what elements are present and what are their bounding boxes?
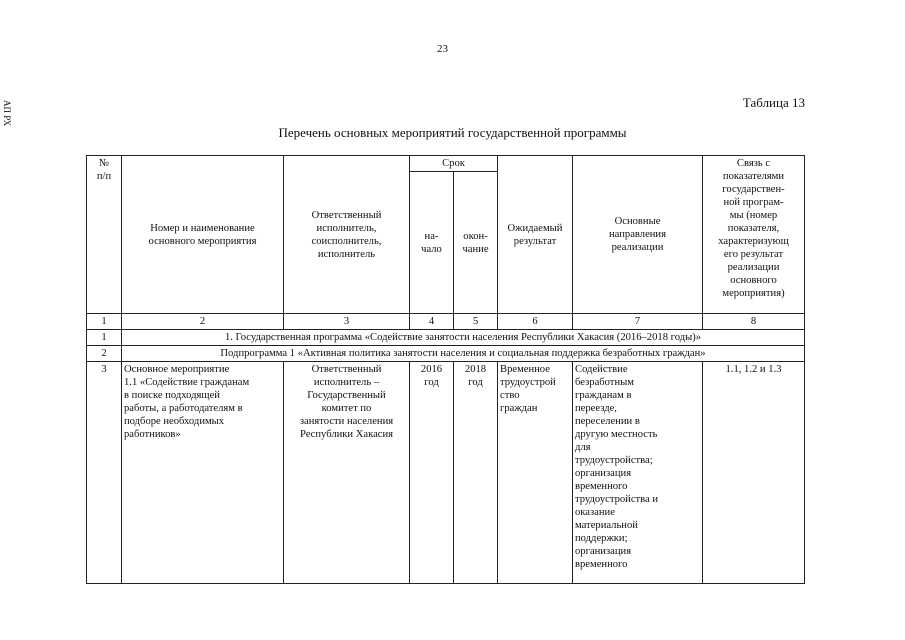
header-directions: Основные направления реализации bbox=[573, 156, 703, 314]
measure-directions: Содействие безработным гражданам в переезде, переселении в другую местность для трудоустройства; организация временного трудоустройства и оказание материальной поддержки; организация временного bbox=[573, 362, 703, 584]
column-number: 8 bbox=[703, 314, 805, 330]
header-executor: Ответственный исполнитель, соисполнитель, исполнитель bbox=[284, 156, 410, 314]
measure-end: 2018 год bbox=[454, 362, 498, 584]
document-title: Перечень основных мероприятий государственной программы bbox=[278, 125, 627, 140]
column-number: 2 bbox=[122, 314, 284, 330]
side-mark: АП РХ bbox=[2, 100, 12, 127]
row-number: 2 bbox=[87, 346, 122, 362]
measure-start: 2016 год bbox=[410, 362, 454, 584]
column-number: 6 bbox=[498, 314, 573, 330]
header-term: Срок bbox=[410, 156, 498, 172]
subprogram-title: Подпрограмма 1 «Активная политика занятости населения и социальная поддержка безработных граждан» bbox=[122, 346, 805, 362]
header-number: № п/п bbox=[87, 156, 122, 314]
column-number: 1 bbox=[87, 314, 122, 330]
program-title: 1. Государственная программа «Содействие занятости населения Республики Хакасия (2016–2018 годы)» bbox=[122, 330, 805, 346]
column-number-row bbox=[87, 314, 805, 330]
column-number: 5 bbox=[454, 314, 498, 330]
row-number: 1 bbox=[87, 330, 122, 346]
program-row bbox=[87, 330, 805, 346]
header-measure-name: Номер и наименование основного мероприятия bbox=[122, 156, 284, 314]
measure-row bbox=[87, 362, 805, 584]
measure-executor: Ответственный исполнитель – Государственный комитет по занятости населения Республики Хакасия bbox=[284, 362, 410, 584]
header-start: на- чало bbox=[410, 172, 454, 314]
measure-indicator-link: 1.1, 1.2 и 1.3 bbox=[703, 362, 805, 584]
column-number: 4 bbox=[410, 314, 454, 330]
measure-name: Основное мероприятие 1.1 «Содействие гражданам в поиске подходящей работы, а работодателям в подборе необходимых работников» bbox=[122, 362, 284, 584]
header-expected-result: Ожидаемый результат bbox=[498, 156, 573, 314]
header-end: окон- чание bbox=[454, 172, 498, 314]
subprogram-row bbox=[87, 346, 805, 362]
row-number: 3 bbox=[87, 362, 122, 584]
column-number: 7 bbox=[573, 314, 703, 330]
column-number: 3 bbox=[284, 314, 410, 330]
table-label: Таблица 13 bbox=[742, 95, 805, 110]
measures-table bbox=[86, 155, 805, 584]
measure-result: Временное трудоустрой ство граждан bbox=[498, 362, 573, 584]
page-number: 23 bbox=[437, 43, 448, 55]
header-indicator-link: Связь с показателями государствен- ной програм- мы (номер показателя, характеризующ его результат реализации основного мероприятия) bbox=[703, 156, 805, 314]
